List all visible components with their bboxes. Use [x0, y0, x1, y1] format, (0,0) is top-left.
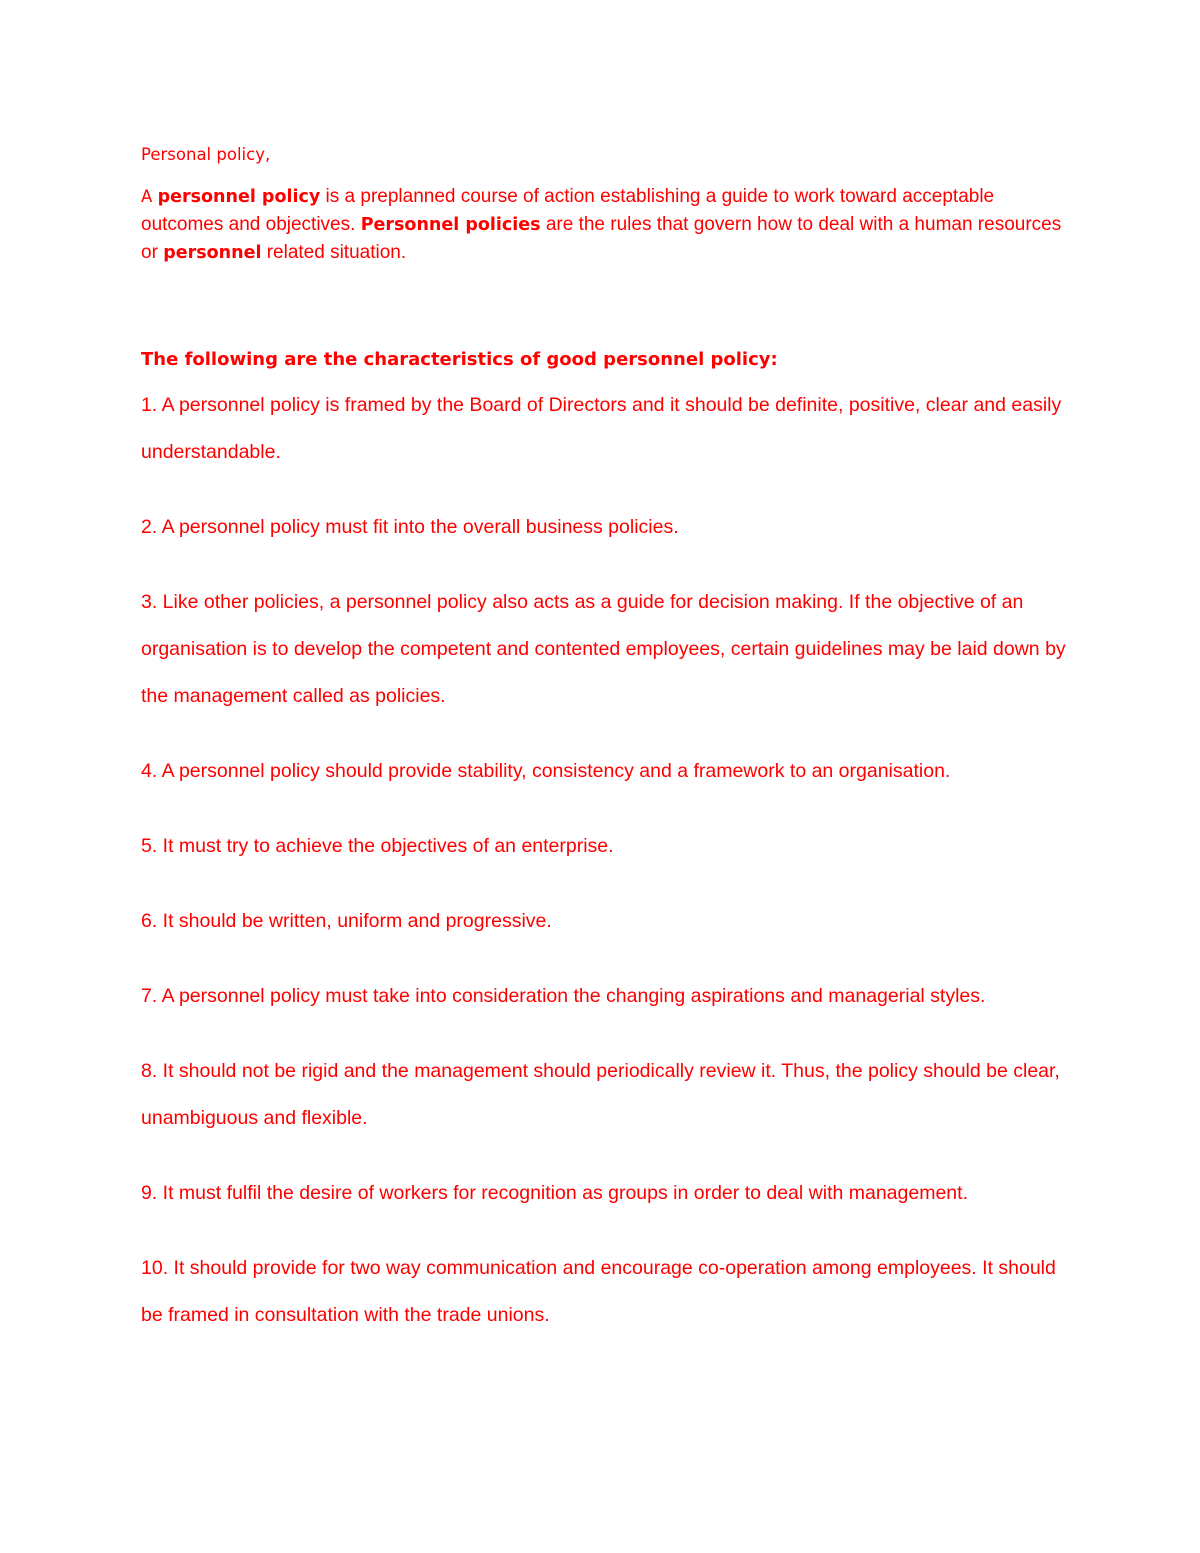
- list-item: 2. A personnel policy must fit into the overall business policies.: [141, 516, 679, 538]
- document-body: [141, 142, 1071, 1339]
- intro-term-personnel: personnel: [163, 243, 262, 263]
- intro-term-personnel-policies: Personnel policies: [360, 215, 541, 235]
- list-item: 1. A personnel policy is framed by the Board of Directors and it should be definite, positive, clear and easily understandable.: [141, 394, 1062, 463]
- intro-text-2: are the rules that govern how to deal with a human resources or: [141, 214, 1062, 263]
- list-item: 5. It must try to achieve the objectives of an enterprise.: [141, 835, 614, 857]
- intro-text-3: related situation.: [261, 242, 407, 263]
- characteristics-list: [141, 382, 1071, 1339]
- list-item: 10. It should provide for two way communication and encourage co-operation among employees. It should be framed in consultation with the trade unions.: [141, 1257, 1056, 1326]
- list-item: 7. A personnel policy must take into consideration the changing aspirations and managerial styles.: [141, 985, 986, 1007]
- list-item: 9. It must fulfil the desire of workers for recognition as groups in order to deal with management.: [141, 1182, 968, 1204]
- characteristics-heading: The following are the characteristics of good personnel policy:: [141, 349, 778, 370]
- list-item: 6. It should be written, uniform and progressive.: [141, 910, 552, 932]
- intro-text-1: is a preplanned course of action establishing a guide to work toward acceptable outcomes and objectives.: [141, 186, 995, 235]
- list-item: 3. Like other policies, a personnel policy also acts as a guide for decision making. If the objective of an organisation is to develop the competent and contented employees, certain guidelines may be laid down by the management called as policies.: [141, 591, 1066, 707]
- intro-paragraph: [141, 183, 1071, 267]
- intro-term-personnel-policy: personnel policy: [157, 187, 321, 207]
- list-item: 8. It should not be rigid and the management should periodically review it. Thus, the policy should be clear, unambiguous and flexible.: [141, 1060, 1060, 1129]
- document-title: Personal policy,: [141, 145, 271, 164]
- intro-article: A: [141, 187, 153, 206]
- list-item: 4. A personnel policy should provide stability, consistency and a framework to an organisation.: [141, 760, 951, 782]
